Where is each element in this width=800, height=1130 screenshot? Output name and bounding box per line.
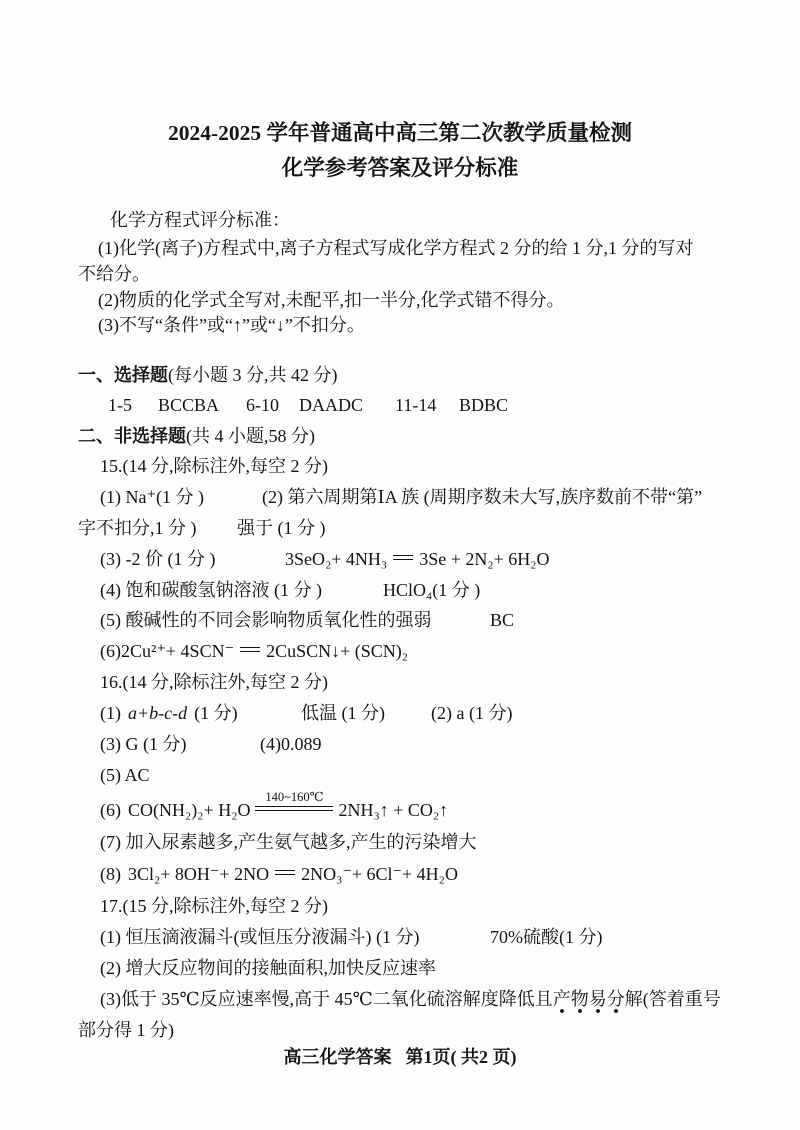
q16-answer-5: (5) AC — [100, 765, 150, 785]
equation-lhs: 2Cu²⁺+ 4SCN⁻ — [121, 641, 235, 661]
q16-answer-7: (7) 加入尿素越多,产生氨气越多,产生的污染增大 — [100, 832, 477, 852]
choice-section-title: 一、选择题 — [78, 365, 168, 385]
nonchoice-section-note: (共 4 小题,58 分) — [186, 426, 315, 446]
choice-group-keys: BDBC — [459, 395, 509, 415]
q17-answer-3-continuation-line — [0, 1019, 800, 1041]
equals-sign — [240, 647, 260, 652]
footer-subject: 高三化学答案 — [283, 1047, 392, 1067]
equation-lhs: CO(NH₂)₂+ H₂O — [128, 800, 251, 820]
q16-answer-4: (4)0.089 — [260, 734, 322, 754]
enthalpy-expression: a+b-c-d — [128, 703, 188, 723]
q15-answer-2-continuation: 字不扣分,1 分 ) — [78, 518, 197, 538]
document-subtitle: 化学参考答案及评分标准 — [281, 156, 519, 180]
equals-sign — [393, 555, 413, 560]
criteria-rule-1-continuation: 不给分。 — [78, 264, 150, 284]
criteria-rule-1-line-2 — [0, 263, 800, 285]
criteria-rule-1-line-1 — [0, 237, 800, 259]
equation-rhs: 2CuSCN↓+ (SCN)₂ — [266, 641, 409, 661]
q16-header-line — [0, 671, 800, 693]
q17-answer-2-line — [0, 957, 800, 979]
criteria-rule-2-text: (2)物质的化学式全写对,未配平,扣一半分,化学式错不得分。 — [98, 290, 565, 310]
q15-answer-3-line — [0, 548, 800, 570]
nonchoice-section-heading — [78, 425, 315, 447]
q15-answer-2: (2) 第六周期第ⅠA 族 (周期序数未大写,族序数前不带“第” — [262, 487, 703, 507]
q16-answer-8-line — [0, 863, 800, 885]
page-footer — [0, 1046, 800, 1068]
choice-group-keys: BCCBA — [158, 395, 220, 415]
reaction-condition-label: 140~160℃ — [265, 789, 324, 804]
q16-answer-5-line — [0, 764, 800, 786]
q17-header-line — [0, 895, 800, 917]
nonchoice-section-title: 二、非选择题 — [78, 426, 186, 446]
q17-answer-1-extra: 70%硫酸(1 分) — [490, 927, 603, 947]
q15-answer-1: (1) Na⁺(1 分 ) — [100, 487, 204, 507]
q15-answer-4-line — [0, 579, 800, 601]
choice-group-range: 6-10 — [246, 395, 279, 415]
q15-answer-5-line — [0, 609, 800, 631]
q17-answer-3-note: 解(答着重号 — [624, 989, 721, 1009]
q16-answer-6-line — [0, 789, 800, 821]
q15-answer-4-extra: HClO₄(1 分 ) — [383, 580, 481, 600]
equation-lhs: 3SeO₂+ 4NH₃ — [285, 549, 388, 569]
q15-header: 15.(14 分,除标注外,每空 2 分) — [100, 456, 328, 476]
equation-rhs: 2NO₃⁻+ 6Cl⁻+ 4H₂O — [301, 864, 458, 884]
choice-group-keys: DAADC — [299, 395, 364, 415]
criteria-rule-1-text: (1)化学(离子)方程式中,离子方程式写成化学方程式 2 分的给 1 分,1 分的写对 — [98, 238, 694, 258]
q17-answer-1: (1) 恒压滴液漏斗(或恒压分液漏斗) (1 分) — [100, 927, 420, 947]
choice-section-note: (每小题 3 分,共 42 分) — [168, 365, 338, 385]
q15-answer-2-extra: 强于 (1 分 ) — [237, 518, 326, 538]
equation-rhs: 3Se + 2N₂+ 6H₂O — [419, 549, 550, 569]
footer-page-number: 第1页( 共2 页) — [405, 1047, 517, 1067]
criteria-rule-3-line — [0, 314, 800, 336]
q17-answer-3-line — [0, 988, 800, 1010]
q15-header-line — [0, 455, 800, 477]
equation-rhs: 2NH₃↑ + CO₂↑ — [338, 800, 449, 820]
q16-answer-1-extra: 低温 (1 分) — [301, 703, 385, 723]
q16-answer-1 — [100, 702, 238, 724]
q16-answer-8-equation — [100, 863, 458, 885]
criteria-heading: 化学方程式评分标准： — [110, 210, 290, 230]
q16-answer-6-equation — [100, 789, 449, 821]
choice-answers-line — [0, 394, 800, 416]
answer-label: (6) — [100, 641, 121, 661]
choice-group-range: 1-5 — [108, 395, 132, 415]
q15-answer-5-extra: BC — [490, 610, 515, 630]
choice-group-range: 11-14 — [395, 395, 437, 415]
reaction-condition-arrow — [255, 789, 333, 811]
q16-answer-7-line — [0, 831, 800, 853]
criteria-rule-2-line — [0, 289, 800, 311]
q17-answer-2: (2) 增大反应物间的接触面积,加快反应速率 — [100, 958, 436, 978]
criteria-rule-3-text: (3)不写“条件”或“↑”或“↓”不扣分。 — [98, 315, 365, 335]
q17-answer-3 — [100, 988, 721, 1010]
q15-answer-6-line — [0, 640, 800, 662]
equals-sign — [275, 870, 295, 875]
q16-answer-2: (2) a (1 分) — [431, 703, 513, 723]
choice-section-heading-line — [0, 364, 800, 386]
equation-lhs: 3Cl₂+ 8OH⁻+ 2NO — [128, 864, 270, 884]
q16-header: 16.(14 分,除标注外,每空 2 分) — [100, 672, 328, 692]
q17-answer-3-continuation: 部分得 1 分) — [78, 1020, 174, 1040]
q15-answer-4: (4) 饱和碳酸氢钠溶液 (1 分 ) — [100, 580, 322, 600]
q15-answer-3-equation — [285, 548, 550, 570]
answer-score: (1 分) — [194, 703, 238, 723]
answer-label: (6) — [100, 800, 121, 820]
q15-answer-6-equation — [100, 640, 408, 662]
criteria-heading-line — [0, 209, 800, 231]
answer-label: (1) — [100, 703, 121, 723]
q17-answer-1-line — [0, 926, 800, 948]
q17-header: 17.(15 分,除标注外,每空 2 分) — [100, 896, 328, 916]
q15-answer-5: (5) 酸碱性的不同会影响物质氧化性的强弱 — [100, 610, 432, 630]
answer-label: (8) — [100, 864, 121, 884]
nonchoice-section-heading-line — [0, 425, 800, 447]
q16-answer-3: (3) G (1 分) — [100, 734, 187, 754]
q17-answer-3-text: (3)低于 35℃反应速率慢,高于 45℃二氧化硫溶解度降低且 — [100, 989, 553, 1009]
q15-answers-1-2-line — [0, 486, 800, 508]
q16-answers-3-4-line — [0, 733, 800, 755]
exam-title: 2024-2025 学年普通高中高三第二次教学质量检测 — [167, 121, 633, 145]
q15-answer-3: (3) -2 价 (1 分 ) — [100, 549, 216, 569]
q15-answer-2-continuation-line — [0, 517, 800, 539]
q16-answers-1-2-line — [0, 702, 800, 724]
choice-section-heading — [78, 364, 338, 386]
emphasis-dotted-text: 产物易分 — [553, 989, 625, 1014]
